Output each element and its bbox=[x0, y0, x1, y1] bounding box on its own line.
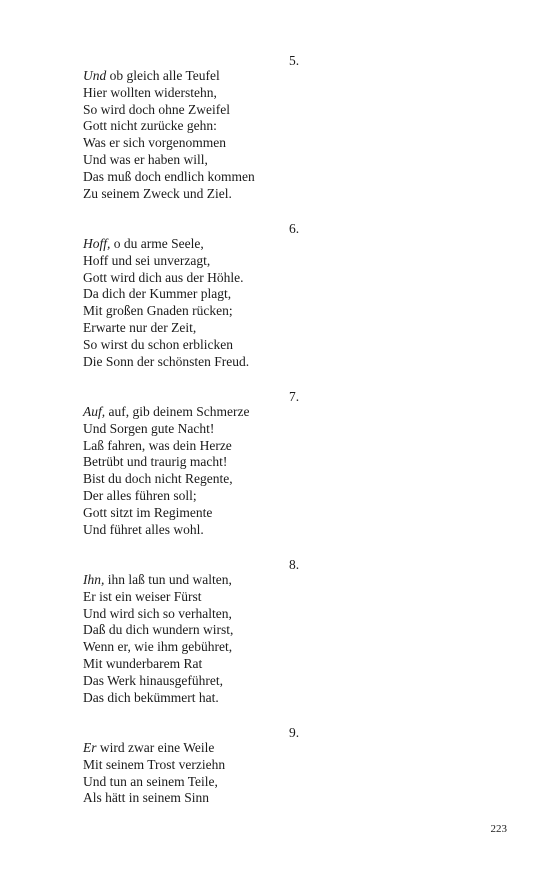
verse-line: Mit wunderbarem Rat bbox=[83, 655, 203, 671]
verse-line: Er ist ein weiser Fürst bbox=[83, 588, 202, 604]
verse-line: Und führet alles wohl. bbox=[83, 521, 204, 537]
verse-line: Mit seinem Trost verziehn bbox=[83, 756, 226, 772]
verse-line: Gott sitzt im Regimente bbox=[83, 504, 213, 520]
verse-line: Das dich bekümmert hat. bbox=[83, 689, 219, 705]
verse-line: Und wird sich so verhalten, bbox=[83, 605, 232, 621]
first-word: Hoff, bbox=[83, 236, 111, 251]
verse-line: Bist du doch nicht Regente, bbox=[83, 471, 233, 487]
stanza-lines bbox=[83, 68, 255, 202]
first-word: Auf, bbox=[83, 404, 106, 419]
stanza-number: 6. bbox=[289, 221, 300, 236]
verse-line: Und tun an seinem Teile, bbox=[83, 773, 218, 789]
stanza-lines bbox=[83, 572, 233, 706]
verse-line: Das Werk hinausgeführet, bbox=[83, 672, 223, 688]
first-word: Ihn, bbox=[83, 572, 105, 587]
verse-line: So wird doch ohne Zweifel bbox=[83, 101, 230, 117]
verse-line: Hoff und sei unverzagt, bbox=[83, 252, 211, 268]
verse-line: Erwarte nur der Zeit, bbox=[83, 319, 197, 335]
verse-line: Und ob gleich alle Teufel bbox=[83, 68, 220, 83]
verse-line: Der alles führen soll; bbox=[83, 487, 197, 503]
verse-line: Laß fahren, was dein Herze bbox=[83, 437, 232, 453]
verse-line: Da dich der Kummer plagt, bbox=[83, 286, 232, 302]
verse-line: Mit großen Gnaden rücken; bbox=[83, 303, 233, 319]
verse-line: Betrübt und traurig macht! bbox=[83, 454, 228, 470]
stanza-number: 7. bbox=[289, 389, 300, 404]
stanza-lines bbox=[83, 404, 249, 538]
verse-line: Auf, auf, gib deinem Schmerze bbox=[83, 404, 250, 419]
verse-line: Gott nicht zurücke gehn: bbox=[83, 118, 217, 134]
stanza-number: 8. bbox=[289, 557, 300, 572]
first-word: Und bbox=[83, 68, 107, 83]
verse-line: Hoff, o du arme Seele, bbox=[83, 236, 204, 251]
verse-line: Hier wollten widerstehn, bbox=[83, 84, 217, 100]
verse-line: Daß du dich wundern wirst, bbox=[83, 622, 234, 638]
verse-line: Wenn er, wie ihm gebühret, bbox=[83, 639, 233, 655]
verse-line: Als hätt in seinem Sinn bbox=[83, 790, 209, 806]
page-number: 223 bbox=[490, 823, 507, 835]
first-word: Er bbox=[83, 740, 97, 755]
verse-line: Was er sich vorgenommen bbox=[83, 135, 227, 151]
verse-line: Und Sorgen gute Nacht! bbox=[83, 420, 215, 436]
verse-line: Die Sonn der schönsten Freud. bbox=[83, 353, 250, 369]
verse-line: So wirst du schon erblicken bbox=[83, 336, 233, 352]
stanza-number: 9. bbox=[289, 725, 300, 740]
verse-line: Das muß doch endlich kommen bbox=[83, 168, 255, 184]
verse-line: Er wird zwar eine Weile bbox=[83, 740, 215, 755]
stanza-lines bbox=[83, 740, 225, 807]
stanza-lines bbox=[83, 236, 249, 370]
verse-line: Ihn, ihn laß tun und walten, bbox=[83, 572, 232, 587]
verse-line: Gott wird dich aus der Höhle. bbox=[83, 269, 244, 285]
verse-line: Und was er haben will, bbox=[83, 151, 208, 167]
stanza-number: 5. bbox=[289, 53, 300, 68]
verse-line: Zu seinem Zweck und Ziel. bbox=[83, 185, 232, 201]
